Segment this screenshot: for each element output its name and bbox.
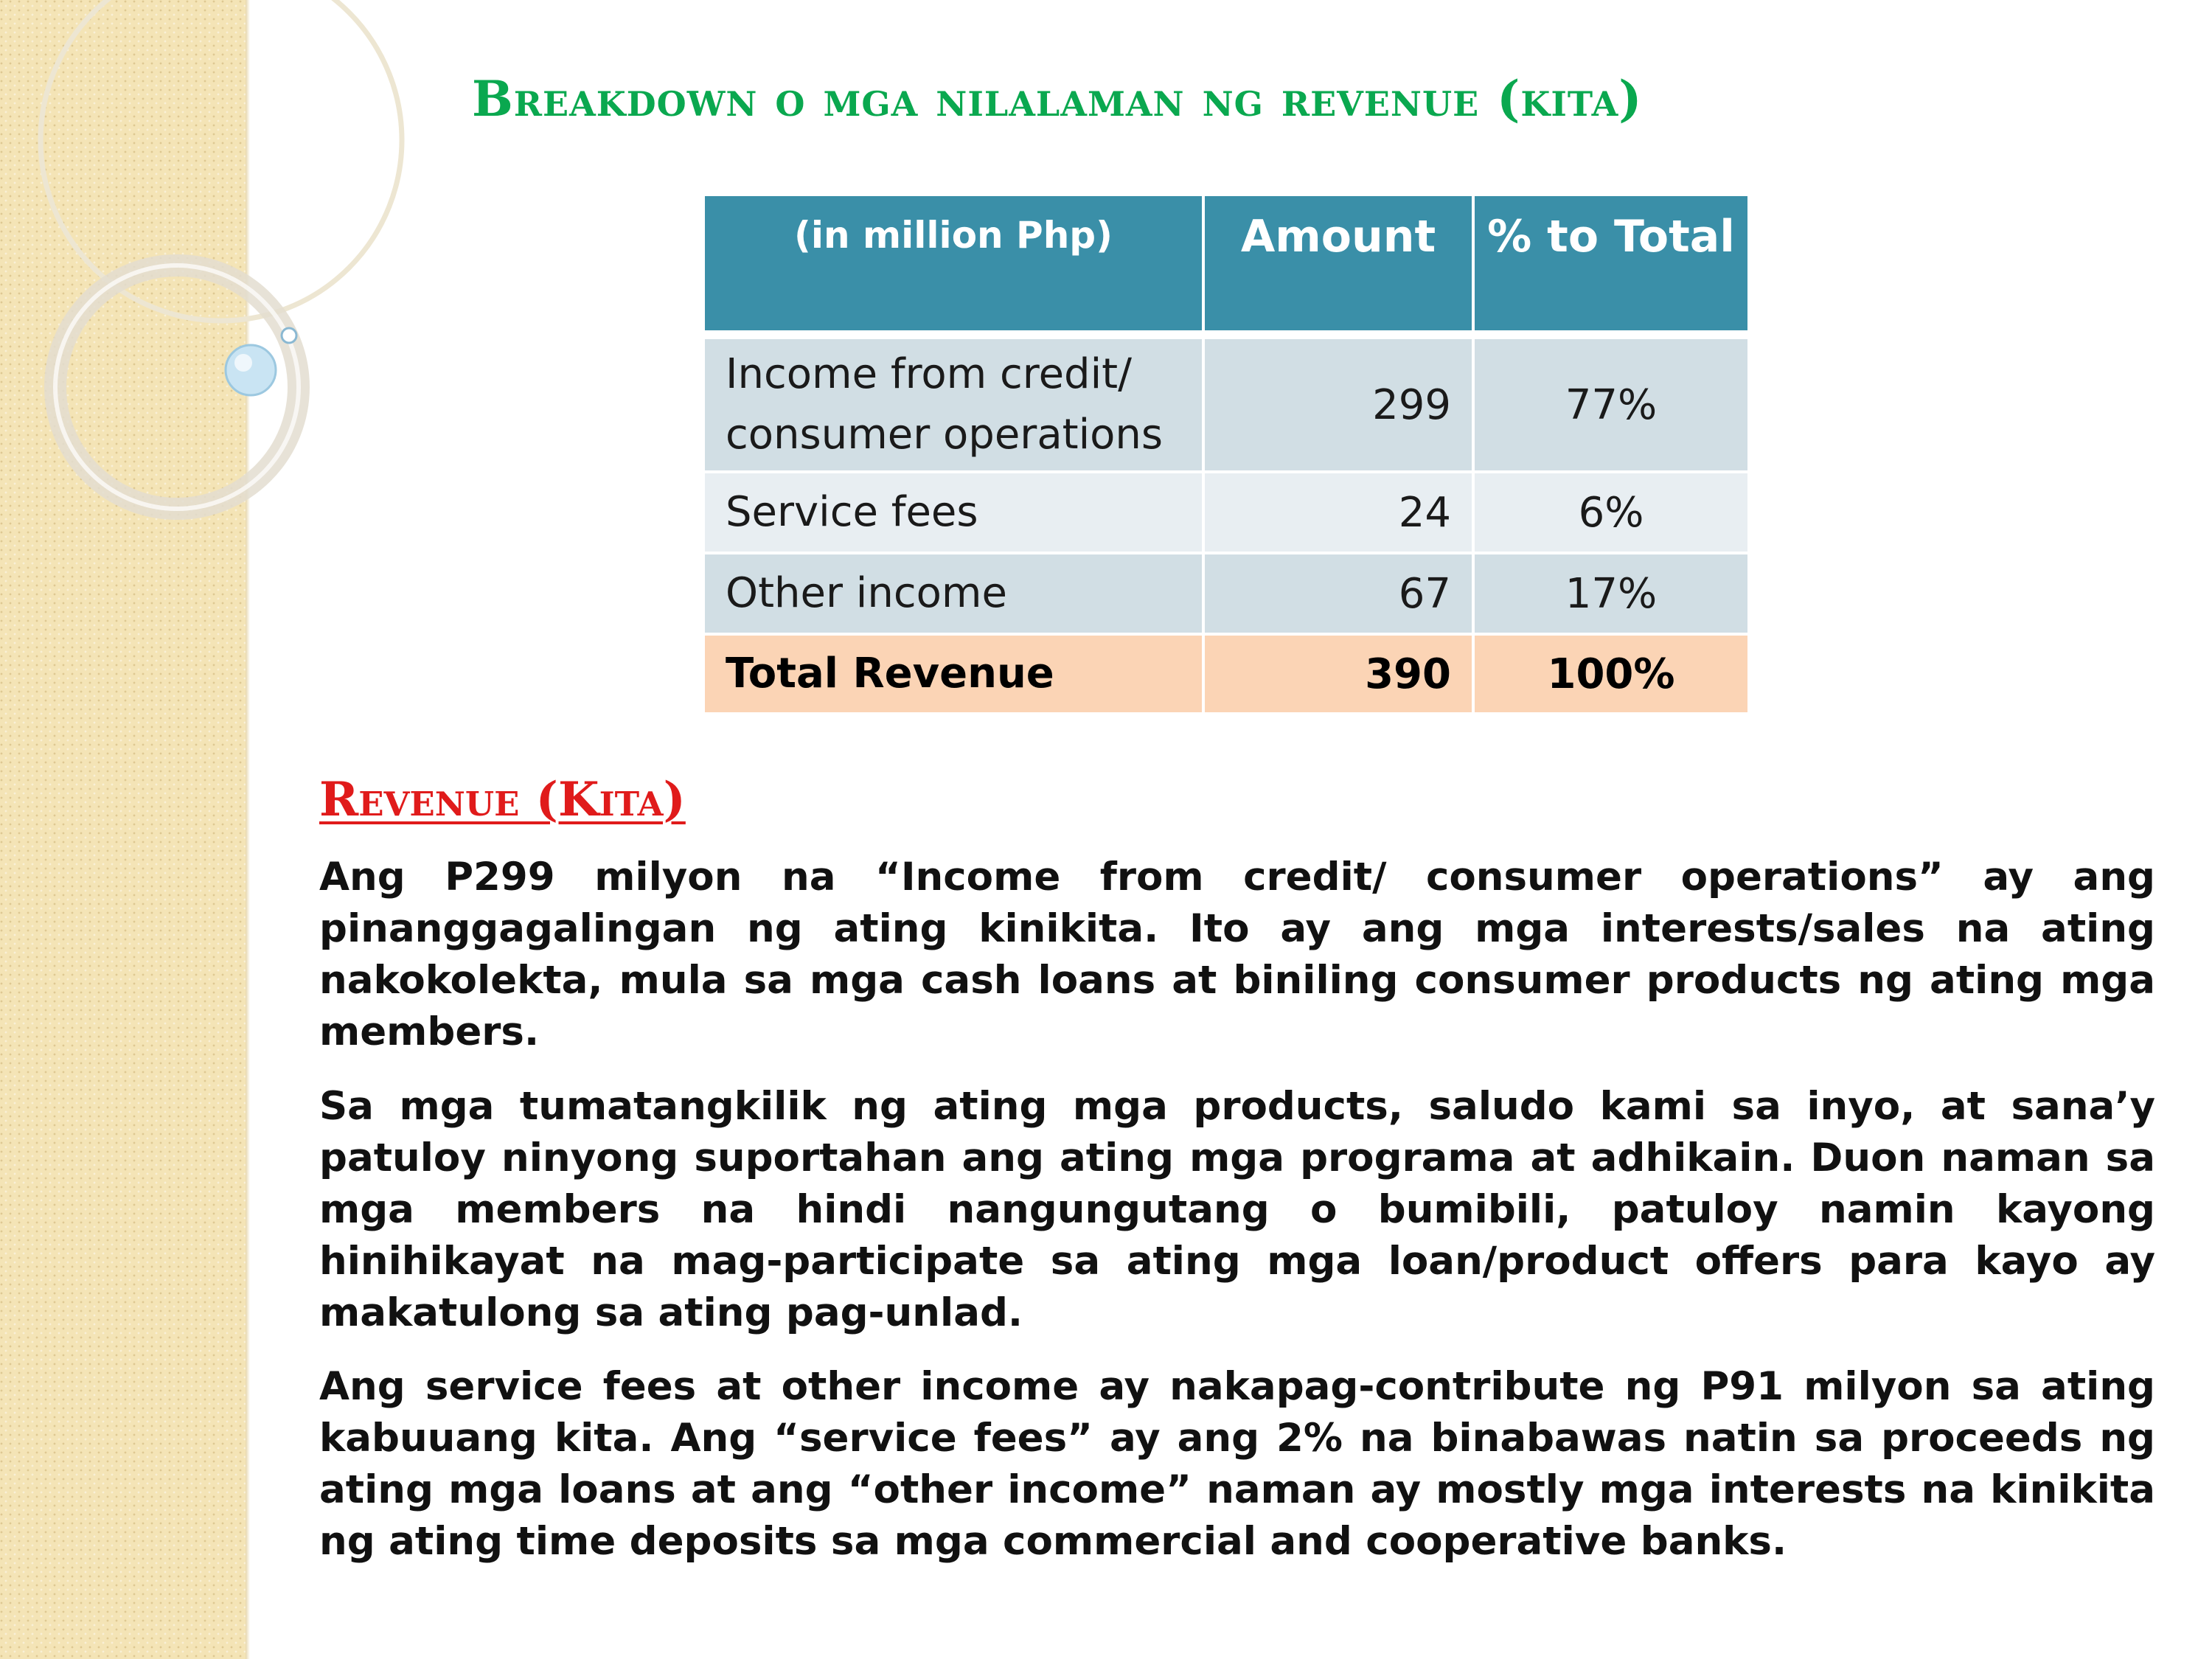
row-percent: 6% (1475, 473, 1747, 552)
row-amount: 67 (1205, 554, 1472, 633)
column-header-category: (in million Php) (705, 196, 1202, 330)
column-header-percent: % to Total (1475, 196, 1747, 330)
slide-title: Breakdown o mga nilalaman ng revenue (kita) (472, 70, 1643, 128)
section-heading: Revenue (Kita) (319, 772, 686, 827)
total-row (705, 636, 1747, 712)
paragraph-products: Sa mga tumatangkilik ng ating mga products, saludo kami sa inyo, at sana’y patuloy ninyong suportahan ang ating mga programa at adhikain. Duon naman sa mga members na hindi nangungutang o bumibili, patuloy namin kayong hinihikayat na mag-participate sa ating mga loan/product offers para kayo ay makatulong sa ating pag-unlad. (319, 1084, 2155, 1335)
table-row (705, 339, 1747, 470)
row-label-line: consumer operations (726, 411, 1164, 459)
row-amount: 24 (1205, 473, 1472, 552)
paragraph-income: Ang P299 milyon na “Income from credit/ consumer operations” ay ang pinanggagalingan ng ating kinikita. Ito ay ang mga interests/sales na ating nakokolekta, mula sa mga cash loans at biniling consumer products ng ating mga members. (319, 855, 2155, 1054)
row-label: Service fees (705, 473, 1202, 552)
row-amount: 299 (1205, 339, 1472, 470)
small-bubble (282, 328, 296, 343)
row-percent: 17% (1475, 554, 1747, 633)
total-amount: 390 (1205, 636, 1472, 712)
table-row (705, 473, 1747, 552)
total-label: Total Revenue (705, 636, 1202, 712)
decorative-side-strip (0, 0, 246, 1659)
side-strip-edge (246, 0, 250, 1659)
table-header-row (705, 196, 1747, 330)
total-percent: 100% (1475, 636, 1747, 712)
table-row (705, 554, 1747, 633)
revenue-table (702, 193, 1750, 715)
row-percent: 77% (1475, 339, 1747, 470)
row-label (705, 339, 1202, 470)
paragraph-fees: Ang service fees at other income ay nakapag-contribute ng P91 milyon sa ating kabuuang kita. Ang “service fees” ay ang 2% na binabawas natin sa proceeds ng ating mga loans at ang “other income” naman ay mostly mga interests na kinikita ng ating time deposits sa mga commercial and cooperative banks. (319, 1364, 2155, 1564)
row-label: Other income (705, 554, 1202, 633)
row-label-line: Income from credit/ (726, 350, 1132, 398)
column-header-amount: Amount (1205, 196, 1472, 330)
